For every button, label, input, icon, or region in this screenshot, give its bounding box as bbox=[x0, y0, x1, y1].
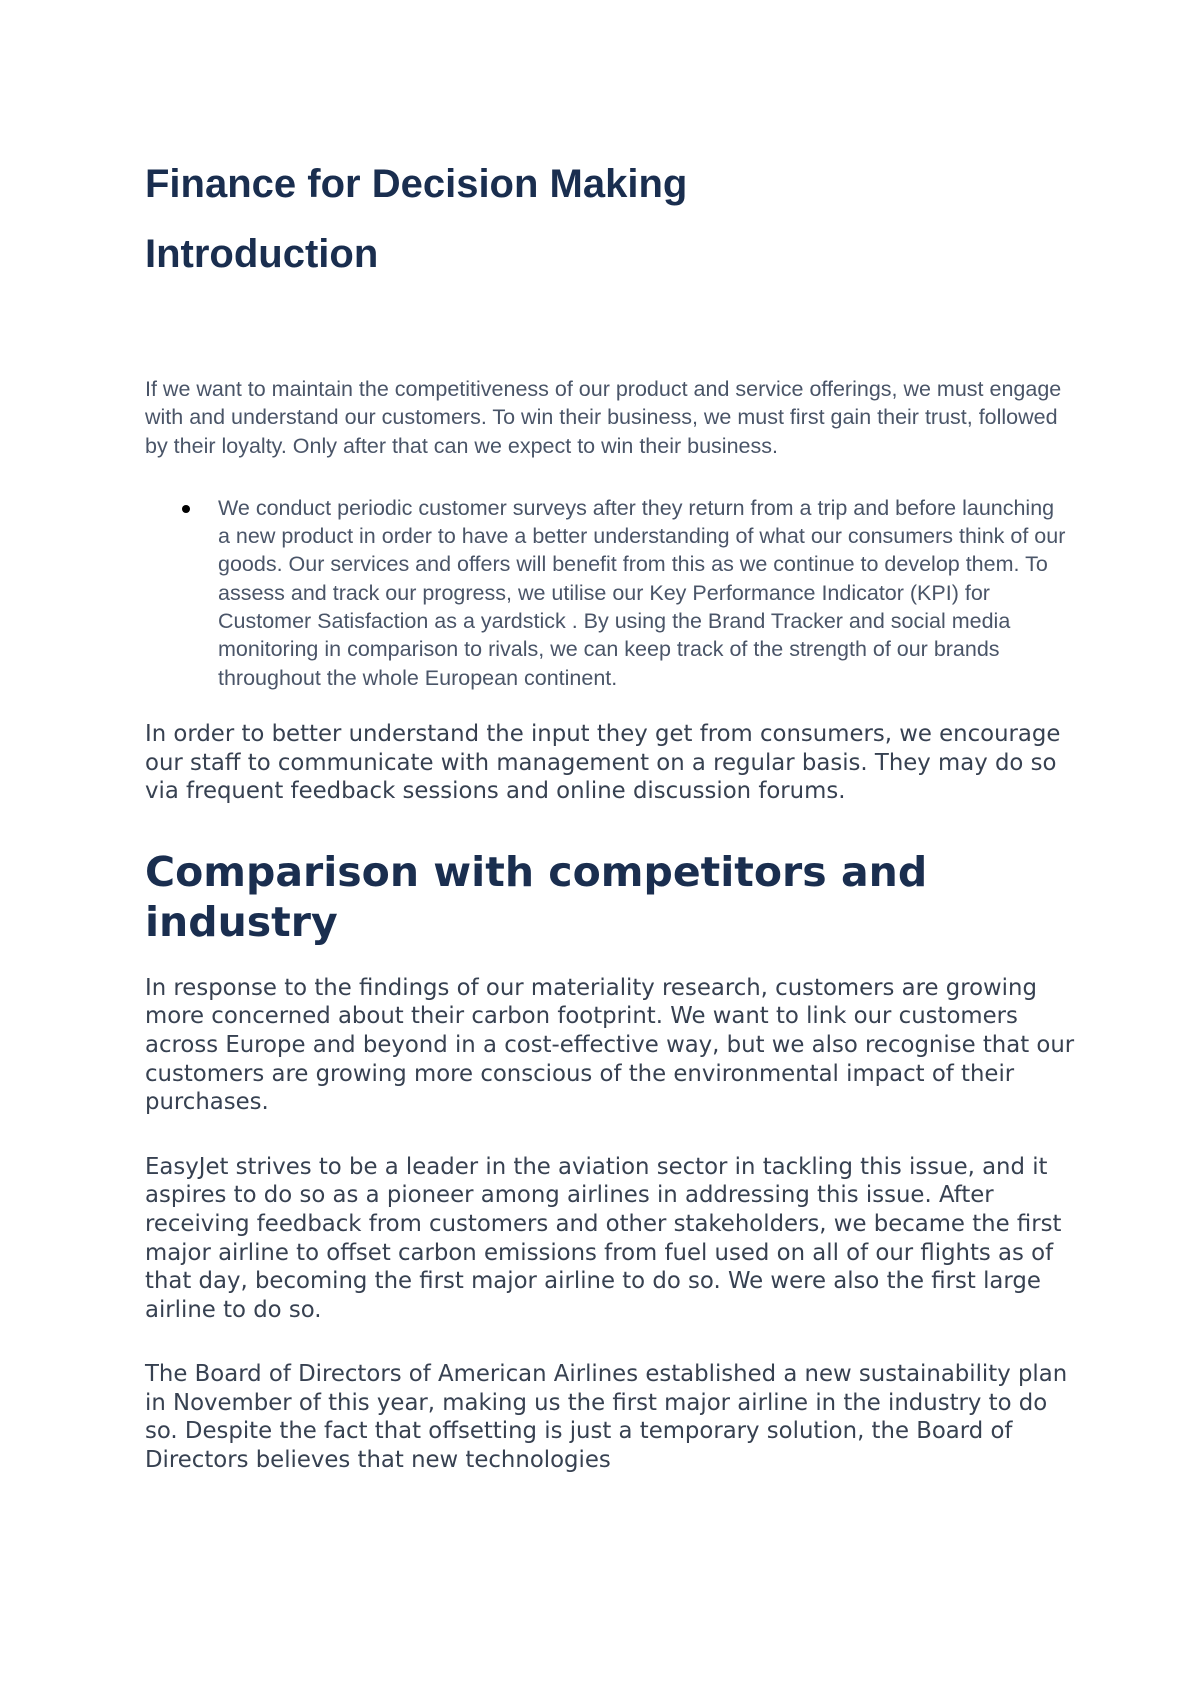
section-heading: Comparison with competitors and industry bbox=[145, 847, 928, 946]
section-paragraph: In response to the findings of our materiality research, customers are growing more concerned about their carbon footprint. We want to link our customers across Europe and beyond in a cost-effective way, but we also recognise that our customers are growing more conscious of the environmental impact of their purchases. bbox=[145, 974, 1075, 1116]
section-paragraph: EasyJet strives to be a leader in the aviation sector in tackling this issue, and it aspires to do so as a pioneer among airlines in addressing this issue. After receiving feedback from customers and other stakeholders, we became the first major airline to offset carbon emissions from fuel used on all of our flights as of that day, becoming the first major airline to do so. We were also the first large airline to do so. bbox=[145, 1153, 1062, 1323]
document-content bbox=[145, 160, 1075, 1475]
intro-paragraph: If we want to maintain the competitiveness of our product and service offerings, we must engage with and understand our customers. To win their business, we must first gain their trust, followed by their loyalty. Only after that can we expect to win their business. bbox=[145, 377, 1062, 458]
document-title: Finance for Decision Making bbox=[145, 162, 688, 206]
section-paragraph: The Board of Directors of American Airlines established a new sustainability plan in November of this year, making us the first major airline in the industry to do so. Despite the fact that offsetting is just a temporary solution, the Board of Directors believes that new technologies bbox=[145, 1361, 1068, 1474]
feedback-paragraph: In order to better understand the input they get from consumers, we encourage our staff to communicate with management on a regular basis. They may do so via frequent feedback sessions and online discussion forums. bbox=[145, 720, 1061, 805]
introduction-heading: Introduction bbox=[145, 232, 379, 276]
bullet-text: We conduct periodic customer surveys after they return from a trip and before launching a new product in order to have a better understanding of what our consumers think of our goods. Our services and offers will benefit from this as we continue to develop them. To assess and track our progress, we utilise our Key Performance Indicator (KPI) for Customer Satisfaction as a yardstick . By using the Brand Tracker and social media monitoring in comparison to rivals, we can keep track of the strength of our brands throughout the whole European continent. bbox=[218, 495, 1066, 690]
bullet-list bbox=[145, 494, 1075, 692]
bullet-list-item bbox=[145, 494, 1068, 692]
bullet-dot-icon bbox=[182, 505, 190, 513]
